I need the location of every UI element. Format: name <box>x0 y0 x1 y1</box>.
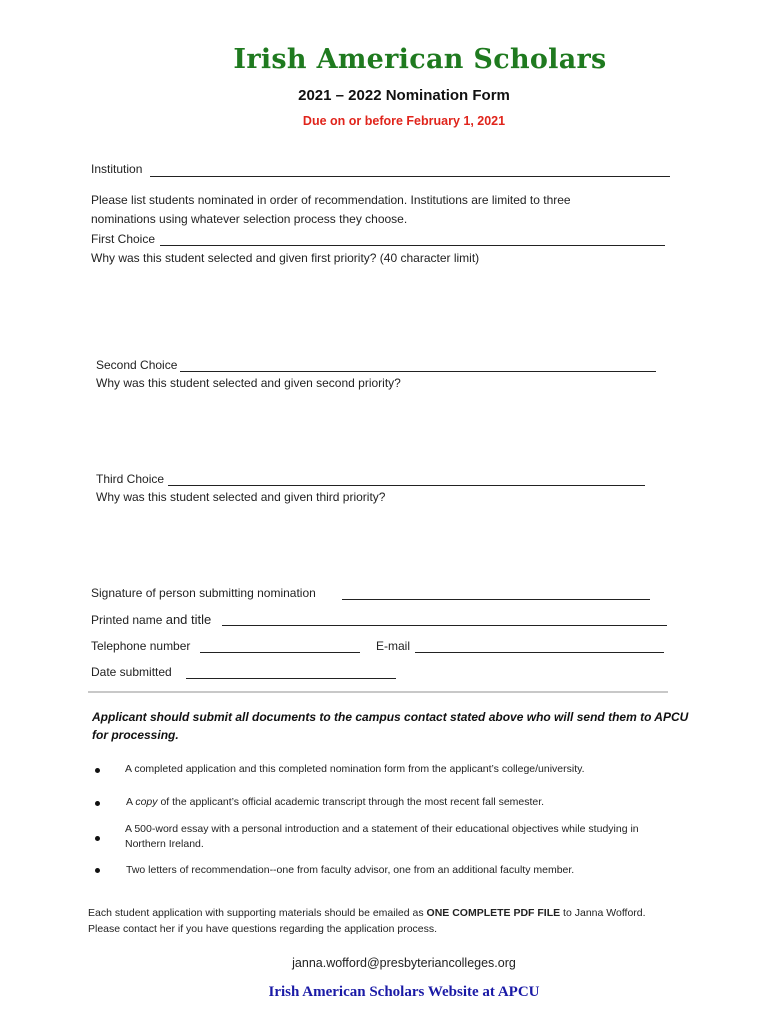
signature-field[interactable] <box>342 599 650 600</box>
third-choice-field[interactable] <box>168 485 645 486</box>
telephone-label: Telephone number <box>91 639 191 653</box>
intro-paragraph <box>91 191 711 229</box>
email-label: E-mail <box>376 639 411 653</box>
first-choice-question: Why was this student selected and given first priority? (40 character limit) <box>91 251 480 265</box>
bullet-icon <box>95 768 100 773</box>
printed-name-field[interactable] <box>222 625 667 626</box>
date-submitted-field[interactable] <box>186 678 396 679</box>
instructions-heading-line-2: for processing. <box>92 728 179 742</box>
due-date: Due on or before February 1, 2021 <box>302 114 506 128</box>
printed-name-text: Printed name <box>91 613 163 627</box>
footer-line-1 <box>88 905 646 921</box>
footer-line-1-pre: Each student application with supporting materials should be emailed as <box>88 907 427 919</box>
bullet-item-letters: Two letters of recommendation--one from faculty advisor, one from an additional faculty member. <box>126 864 575 876</box>
institution-label: Institution <box>91 162 143 176</box>
footer-line-1-post: to Janna Wofford. <box>560 907 646 919</box>
bullet-transcript-italic: copy <box>135 796 158 808</box>
email-field[interactable] <box>415 652 664 653</box>
website-link[interactable]: Irish American Scholars Website at APCU <box>268 984 540 1000</box>
section-divider <box>88 691 668 693</box>
signature-label: Signature of person submitting nomination <box>91 586 316 600</box>
printed-name-label <box>91 612 211 627</box>
instructions-heading <box>92 708 732 744</box>
printed-name-suffix: and title <box>165 612 212 627</box>
bullet-transcript-post: of the applicant’s official academic transcript through the most recent fall semester. <box>157 796 545 808</box>
footer-line-1-bold: ONE COMPLETE PDF FILE <box>426 907 561 919</box>
bullet-item-application: A completed application and this completed nomination form from the applicant’s college/university. <box>125 763 585 775</box>
institution-field[interactable] <box>150 176 670 177</box>
instructions-heading-line-1: Applicant should submit all documents to the campus contact stated above who will send them to APCU <box>92 710 689 724</box>
bullet-transcript-pre: A <box>126 796 136 808</box>
footer-line-2: Please contact her if you have questions regarding the application process. <box>88 923 438 935</box>
intro-line-1: Please list students nominated in order of recommendation. Institutions are limited to three <box>91 193 571 207</box>
contact-email[interactable]: janna.wofford@presbyteriancolleges.org <box>292 956 516 970</box>
footer-submission-note <box>88 905 646 937</box>
bullet-icon <box>95 836 100 841</box>
intro-line-2: nominations using whatever selection process they choose. <box>91 212 408 226</box>
bullet-item-transcript <box>126 795 544 810</box>
form-subtitle: 2021 – 2022 Nomination Form <box>298 87 510 104</box>
first-choice-label: First Choice <box>91 232 156 246</box>
date-submitted-label: Date submitted <box>91 665 172 679</box>
bullet-item-essay <box>125 822 639 852</box>
bullet-essay-line-2: Northern Ireland. <box>125 838 204 850</box>
second-choice-field[interactable] <box>180 371 656 372</box>
bullet-essay-line-1: A 500-word essay with a personal introduction and a statement of their educational objectives while studying in <box>125 823 639 835</box>
second-choice-label: Second Choice <box>96 358 178 372</box>
third-choice-label: Third Choice <box>96 472 165 486</box>
first-choice-field[interactable] <box>160 245 665 246</box>
bullet-icon <box>95 868 100 873</box>
telephone-field[interactable] <box>200 652 360 653</box>
page-title: Irish American Scholars <box>233 44 607 75</box>
third-choice-question: Why was this student selected and given third priority? <box>96 490 386 504</box>
bullet-icon <box>95 801 100 806</box>
second-choice-question: Why was this student selected and given second priority? <box>96 376 401 390</box>
